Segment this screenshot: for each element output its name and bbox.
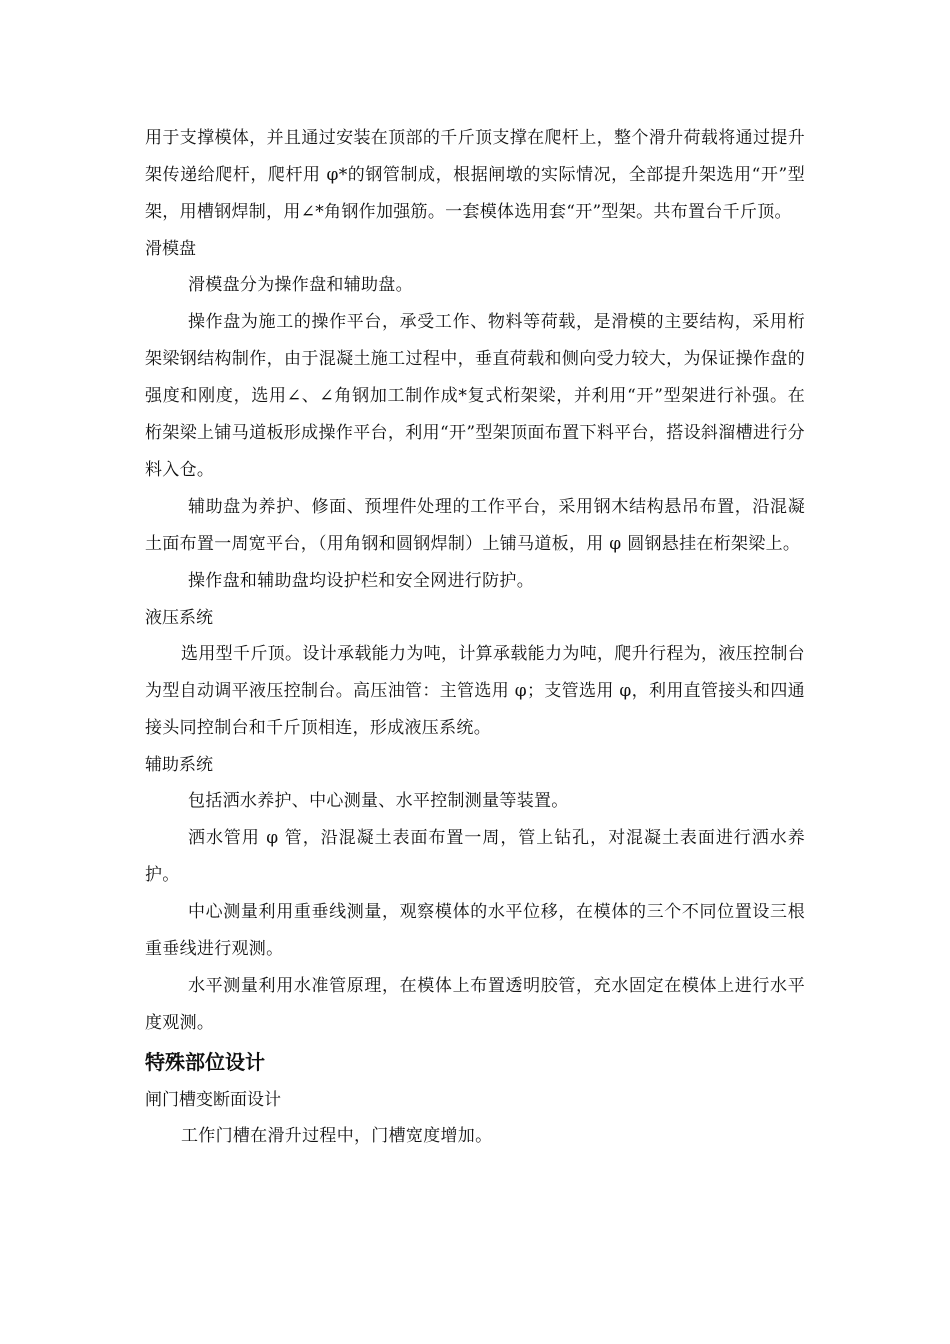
subheading-hydraulic-system: 液压系统: [145, 608, 213, 628]
subheading-auxiliary-system: 辅助系统: [145, 755, 213, 775]
paragraph-center-survey: 中心测量利用重垂线测量，观察模体的水平位移，在模体的三个不同位置设三根重垂线进行观测。: [145, 902, 805, 959]
paragraph-lifting-frame: 用于支撑模体，并且通过安装在顶部的千斤顶支撑在爬杆上，整个滑升荷载将通过提升架传递给爬杆，爬杆用 φ*的钢管制成，根据闸墩的实际情况，全部提升架选用“开”型架，用槽钢焊制，用∠*角钢作加强筋。一套模体选用套“开”型架。共布置台千斤顶。: [145, 128, 805, 222]
paragraph-watering: 洒水管用 φ 管，沿混凝土表面布置一周，管上钻孔，对混凝土表面进行洒水养护。: [145, 828, 805, 885]
paragraph-deck-intro: 滑模盘分为操作盘和辅助盘。: [188, 275, 413, 295]
paragraph-deck-protection: 操作盘和辅助盘均设护栏和安全网进行防护。: [188, 571, 534, 591]
paragraph-auxiliary-intro: 包括洒水养护、中心测量、水平控制测量等装置。: [188, 791, 569, 811]
section-title-special-parts: 特殊部位设计: [145, 1050, 265, 1074]
paragraph-auxiliary-deck: 辅助盘为养护、修面、预埋件处理的工作平台，采用钢木结构悬吊布置，沿混凝土面布置一周宽平台，（用角钢和圆钢焊制）上铺马道板，用 φ 圆钢悬挂在桁架梁上。: [145, 497, 805, 554]
paragraph-gate-slot: 工作门槽在滑升过程中，门槽宽度增加。: [181, 1126, 493, 1146]
paragraph-hydraulic: 选用型千斤顶。设计承载能力为吨，计算承载能力为吨，爬升行程为，液压控制台为型自动调平液压控制台。高压油管：主管选用 φ；支管选用 φ，利用直管接头和四通接头同控制台和千斤顶相连，形成液压系统。: [145, 644, 805, 738]
subheading-slipform-deck: 滑模盘: [145, 239, 196, 259]
document-body: [145, 120, 805, 1155]
subheading-gate-slot: 闸门槽变断面设计: [145, 1090, 281, 1110]
paragraph-level-survey: 水平测量利用水准管原理，在模体上布置透明胶管，充水固定在模体上进行水平度观测。: [145, 976, 805, 1033]
paragraph-operation-deck: 操作盘为施工的操作平台，承受工作、物料等荷载，是滑模的主要结构，采用桁架梁钢结构制作，由于混凝土施工过程中，垂直荷载和侧向受力较大，为保证操作盘的强度和刚度，选用∠、∠角钢加工制作成*复式桁架梁，并利用“开”型架进行补强。在桁架梁上铺马道板形成操作平台，利用“开”型架顶面布置下料平台，搭设斜溜槽进行分料入仓。: [145, 312, 805, 480]
